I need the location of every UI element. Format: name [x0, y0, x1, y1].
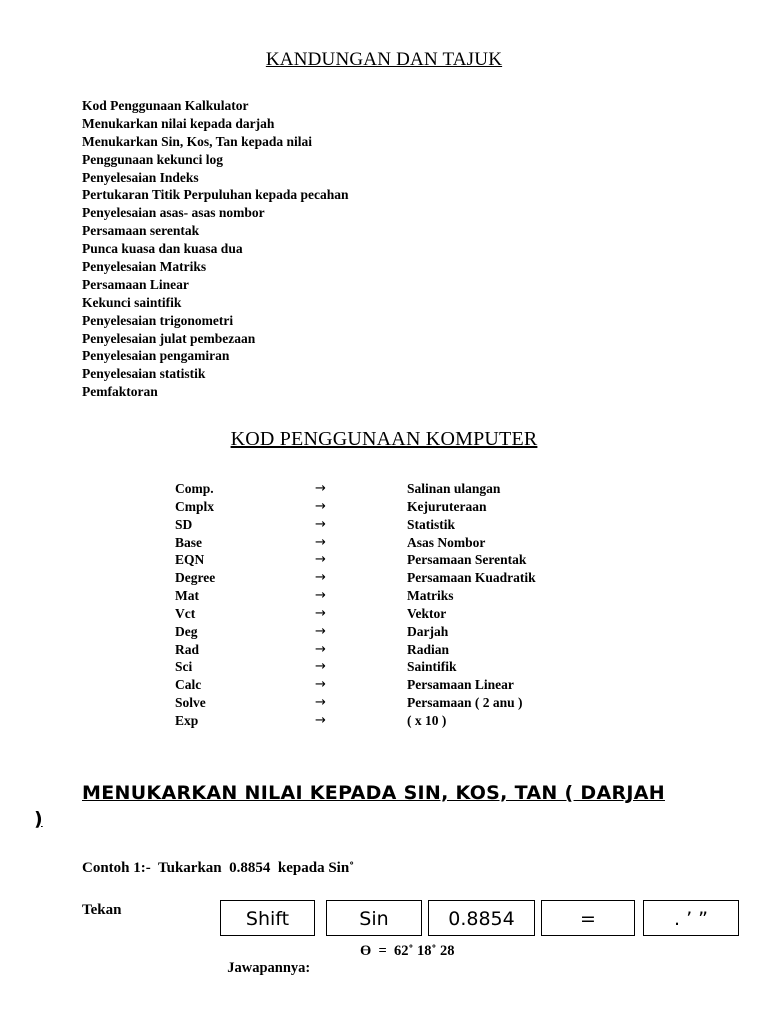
toc-item: Menukarkan Sin, Kos, Tan kepada nilai — [82, 133, 312, 149]
toc-item: Pemfaktoran — [82, 384, 158, 400]
toc-item: Pertukaran Titik Perpuluhan kepada pecahan — [82, 187, 349, 203]
toc-item: Penyelesaian trigonometri — [82, 312, 234, 328]
code-key: Vct — [175, 605, 196, 621]
code-meaning: Salinan ulangan — [407, 481, 501, 496]
code-row — [175, 480, 595, 498]
code-key: Mat — [175, 588, 199, 604]
section-heading: MENUKARKAN NILAI KEPADA SIN, KOS, TAN ( DARJAH — [82, 782, 665, 804]
arrow-icon: → — [315, 481, 326, 496]
code-key: Degree — [175, 570, 216, 586]
code-meaning: Vektor — [407, 605, 447, 621]
arrow-icon: → — [315, 677, 326, 693]
answer-label: Jawapannya: — [227, 960, 311, 976]
toc-list — [82, 97, 349, 401]
code-meaning: Asas Nombor — [407, 534, 486, 550]
toc-item: Persamaan Linear — [82, 276, 189, 292]
code-meaning: Kejuruteraan — [407, 498, 487, 514]
code-key: Sci — [175, 659, 193, 675]
code-row — [175, 623, 595, 641]
code-key: Deg — [175, 623, 198, 639]
toc-item: Penyelesaian statistik — [82, 366, 206, 382]
code-row — [175, 605, 595, 623]
toc-title: KANDUNGAN DAN TAJUK — [265, 49, 503, 70]
toc-item: Persamaan serentak — [82, 223, 200, 239]
code-table — [175, 480, 595, 730]
answer-line — [220, 943, 455, 994]
arrow-icon: → — [315, 695, 326, 711]
code-key: EQN — [175, 552, 205, 568]
arrow-icon: → — [315, 570, 326, 586]
value-key: 0.8854 — [428, 900, 535, 936]
code-row — [175, 569, 595, 587]
code-meaning: Darjah — [407, 623, 449, 639]
code-row — [175, 641, 595, 659]
toc-item: Penyelesaian julat pembezaan — [82, 330, 256, 346]
toc-item: Penyelesaian Matriks — [82, 259, 207, 275]
code-meaning: Statistik — [407, 516, 456, 532]
arrow-icon: → — [315, 605, 326, 621]
toc-item: Penggunaan kekunci log — [82, 151, 224, 167]
arrow-icon: → — [315, 659, 326, 675]
code-row — [175, 498, 595, 516]
code-row — [175, 694, 595, 712]
equals-key: = — [541, 900, 635, 936]
code-key: SD — [175, 516, 193, 532]
toc-item: Penyelesaian pengamiran — [82, 348, 230, 364]
code-row — [175, 587, 595, 605]
code-key: Base — [175, 534, 202, 550]
code-key: Exp — [175, 712, 199, 728]
code-meaning: ( x 10 ) — [407, 712, 447, 728]
code-key: Cmplx — [175, 498, 215, 514]
arrow-icon: → — [315, 516, 326, 532]
code-row — [175, 676, 595, 694]
arrow-icon: → — [315, 623, 326, 639]
arrow-icon: → — [315, 534, 326, 550]
code-meaning: Matriks — [407, 588, 454, 604]
code-key: Calc — [175, 677, 202, 693]
code-meaning: Persamaan ( 2 anu ) — [407, 695, 523, 711]
code-meaning: Radian — [407, 641, 450, 657]
code-row — [175, 658, 595, 676]
toc-item: Penyelesaian Indeks — [82, 169, 199, 185]
degree-minute-second-key: . ’ ” — [643, 900, 739, 936]
code-meaning: Persamaan Serentak — [407, 552, 527, 568]
sin-key: Sin — [326, 900, 422, 936]
toc-item: Punca kuasa dan kuasa dua — [82, 241, 243, 257]
code-meaning: Persamaan Kuadratik — [407, 570, 536, 586]
code-key: Comp. — [175, 481, 214, 496]
code-key: Rad — [175, 641, 200, 657]
code-row — [175, 712, 595, 730]
example-text: Contoh 1:- Tukarkan 0.8854 kepada Sin˚ — [82, 860, 355, 876]
toc-item: Menukarkan nilai kepada darjah — [82, 115, 275, 131]
toc-item: Penyelesaian asas- asas nombor — [82, 205, 265, 221]
arrow-icon: → — [315, 552, 326, 568]
codes-title: KOD PENGGUNAAN KOMPUTER — [230, 428, 538, 450]
code-row — [175, 551, 595, 569]
arrow-icon: → — [315, 641, 326, 657]
section-heading-continuation: ) — [34, 808, 43, 830]
arrow-icon: → — [315, 588, 326, 604]
toc-item: Kekunci saintifik — [82, 294, 182, 310]
code-row — [175, 534, 595, 552]
arrow-icon: → — [315, 498, 326, 514]
code-row — [175, 516, 595, 534]
code-meaning: Persamaan Linear — [407, 677, 514, 693]
code-key: Solve — [175, 695, 206, 711]
press-label: Tekan — [82, 902, 122, 918]
code-meaning: Saintifik — [407, 659, 457, 675]
shift-key: Shift — [220, 900, 315, 936]
answer-value: Ө = 62˚ 18˚ 28 — [360, 943, 455, 959]
toc-item: Kod Penggunaan Kalkulator — [82, 98, 249, 113]
arrow-icon: → — [315, 712, 326, 728]
